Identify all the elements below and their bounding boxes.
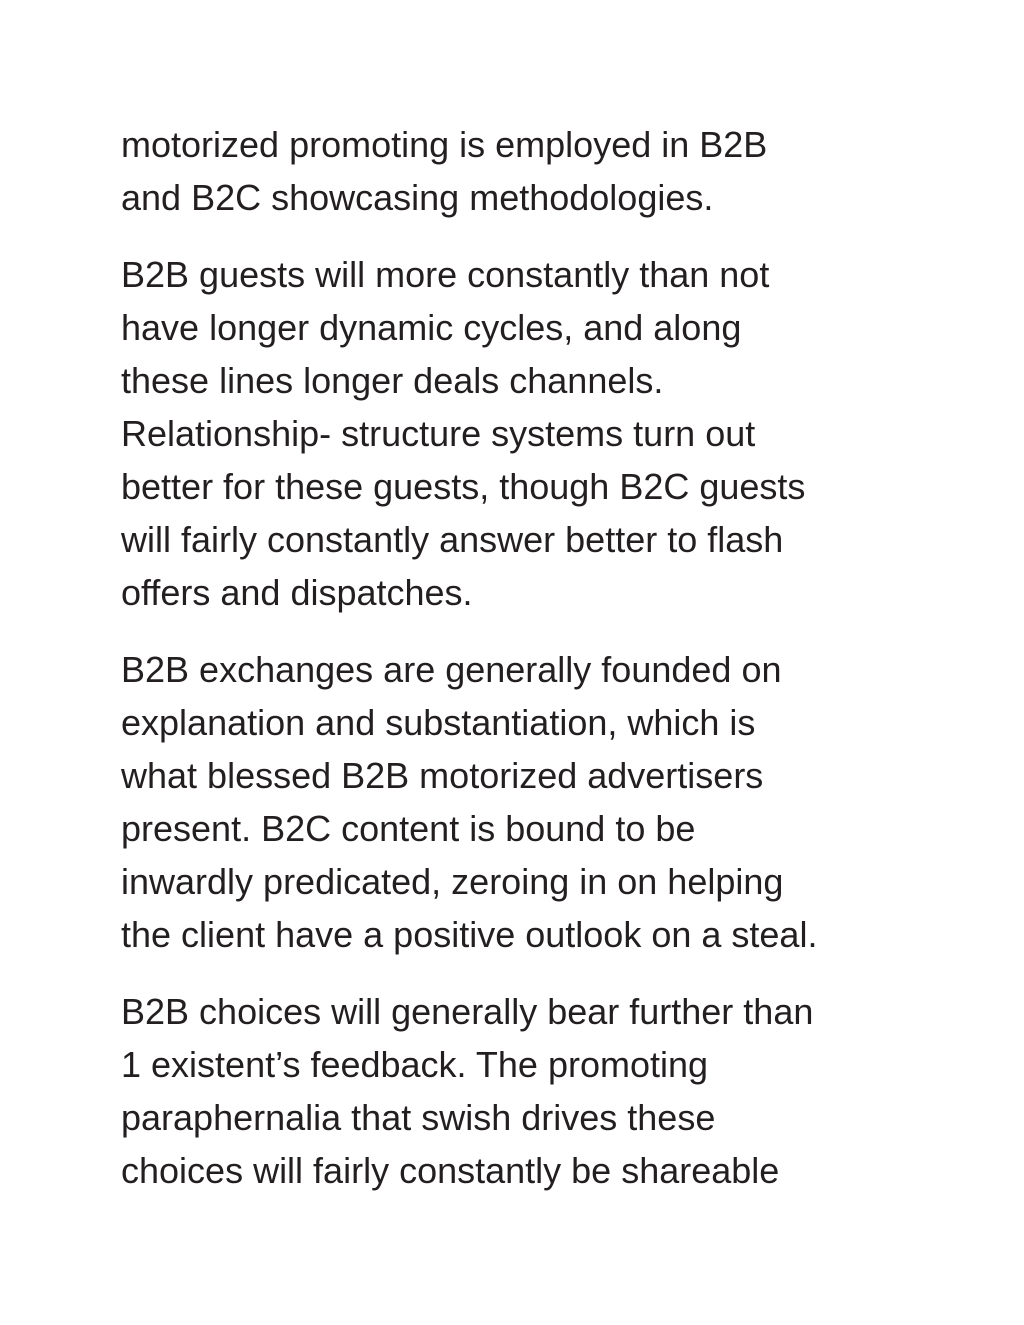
text-line: have longer dynamic cycles, and along	[121, 307, 742, 348]
paragraph-4	[121, 985, 921, 1197]
text-line: will fairly constantly answer better to flash	[121, 519, 784, 560]
text-line: Relationship- structure systems turn out	[121, 413, 756, 454]
paragraph-2	[121, 248, 921, 619]
paragraph-3	[121, 643, 921, 961]
text-line: B2B choices will generally bear further than	[121, 991, 814, 1032]
text-line: B2B exchanges are generally founded on	[121, 649, 782, 690]
text-line: explanation and substantiation, which is	[121, 702, 756, 743]
text-line: paraphernalia that swish drives these	[121, 1097, 716, 1138]
text-line: choices will fairly constantly be shareable	[121, 1150, 780, 1191]
text-line: the client have a positive outlook on a steal.	[121, 914, 818, 955]
text-line: these lines longer deals channels.	[121, 360, 664, 401]
text-line: what blessed B2B motorized advertisers	[121, 755, 764, 796]
text-line: and B2C showcasing methodologies.	[121, 177, 714, 218]
paragraph-1	[121, 118, 921, 224]
text-line: motorized promoting is employed in B2B	[121, 124, 768, 165]
text-line: present. B2C content is bound to be	[121, 808, 696, 849]
text-line: offers and dispatches.	[121, 572, 473, 613]
text-line: inwardly predicated, zeroing in on helping	[121, 861, 784, 902]
text-line: 1 existent’s feedback. The promoting	[121, 1044, 709, 1085]
text-line: better for these guests, though B2C guests	[121, 466, 806, 507]
text-line: B2B guests will more constantly than not	[121, 254, 770, 295]
document-body	[121, 118, 921, 1221]
